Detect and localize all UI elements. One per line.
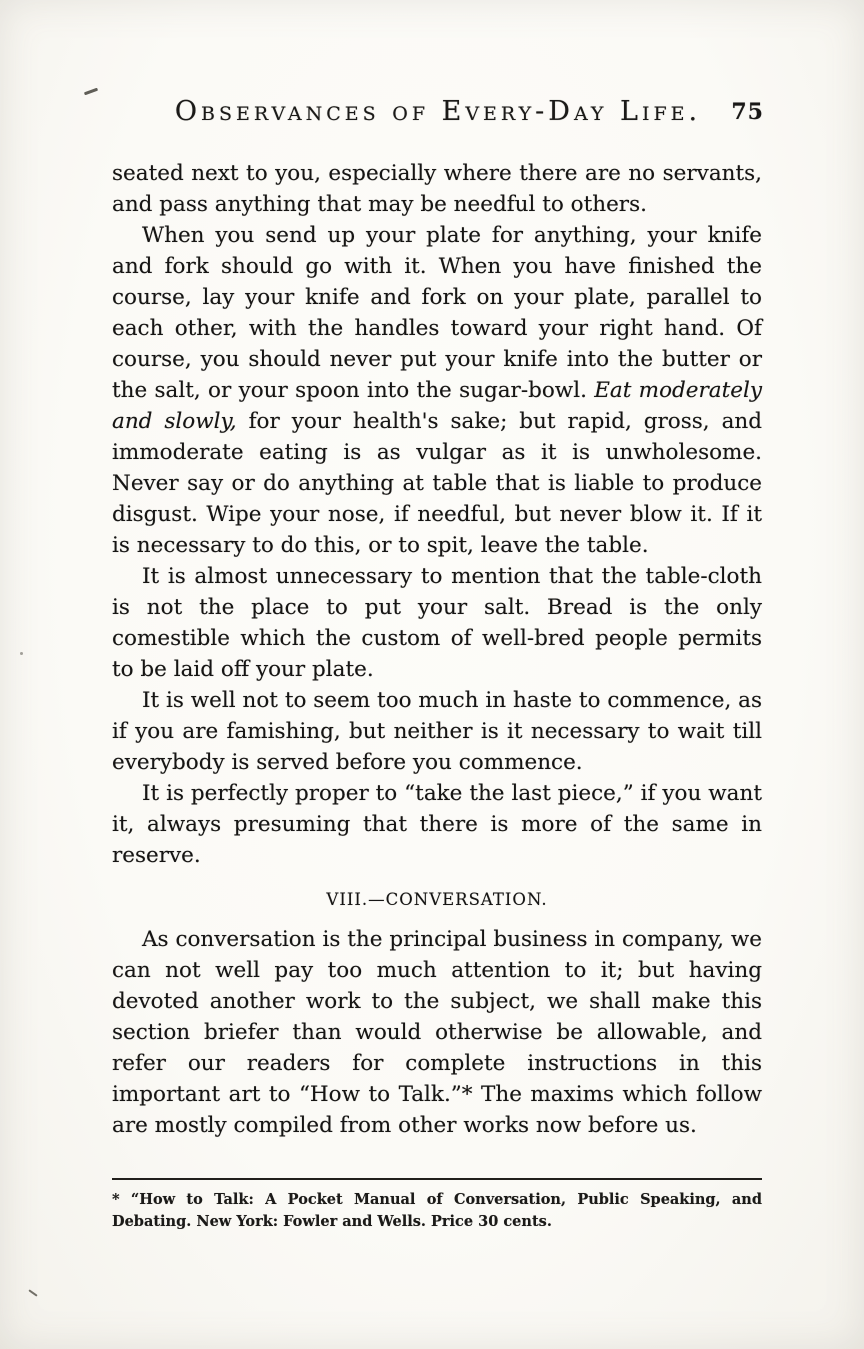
text-block — [112, 158, 762, 1141]
paragraph-text: for your health's sake; but rapid, gross, and immoderate eating is as vulgar as it is unwholesome. Never say or do anything at table that is liable to produce disgust. Wipe your nose, if needful, but never blow it. If it is necessary to do this, or to spit, leave the table. — [112, 409, 762, 558]
page-header — [112, 96, 764, 136]
paragraph-table-manners — [112, 220, 762, 561]
paragraph-continuation: seated next to you, especially where there are no servants, and pass anything that may be needful to others. — [112, 161, 762, 217]
paragraph-text: When you send up your plate for anything, your knife and fork should go with it. When you have finished the course, lay your knife and fork on your plate, parallel to each other, with the handles toward your right hand. Of course, you should never put your knife into the butter or the salt, or your spoon into the sugar-bowl. — [112, 223, 762, 403]
footnote-rule — [112, 1178, 762, 1180]
footnote-area — [112, 1178, 762, 1233]
scan-artifact-dash — [84, 88, 98, 96]
footnote-text: * “How to Talk: A Pocket Manual of Conversation, Public Speaking, and Debating. New York: Fowler and Wells. Price 30 cents. — [112, 1191, 762, 1230]
paragraph-haste: It is well not to seem too much in haste to commence, as if you are famishing, but neither is it necessary to wait till everybody is served before you commence. — [112, 688, 762, 775]
paragraph-tablecloth: It is almost unnecessary to mention that the table-cloth is not the place to put your salt. Bread is the only comestible which the custom of well-bred people permits to be laid off your plate. — [112, 564, 762, 682]
section-heading-conversation: VIII.—CONVERSATION. — [326, 890, 548, 909]
running-title: Observances of Every-Day Life. — [174, 96, 702, 127]
page-number: 75 — [731, 99, 764, 125]
scan-artifact-tick — [28, 1289, 37, 1296]
paragraph-conversation-intro: As conversation is the principal business in company, we can not well pay too much attention to it; but having devoted another work to the subject, we shall make this section briefer than would otherwise be allowable, and refer our readers for complete instructions in this important art to “How to Talk.”* The maxims which follow are mostly compiled from other works now before us. — [112, 927, 762, 1138]
scan-artifact-dot — [20, 652, 23, 655]
italic-phrase: Eat moderately and slowly, — [112, 378, 762, 434]
paragraph-last-piece: It is perfectly proper to “take the last piece,” if you want it, always presuming that there is more of the same in reserve. — [112, 781, 762, 868]
